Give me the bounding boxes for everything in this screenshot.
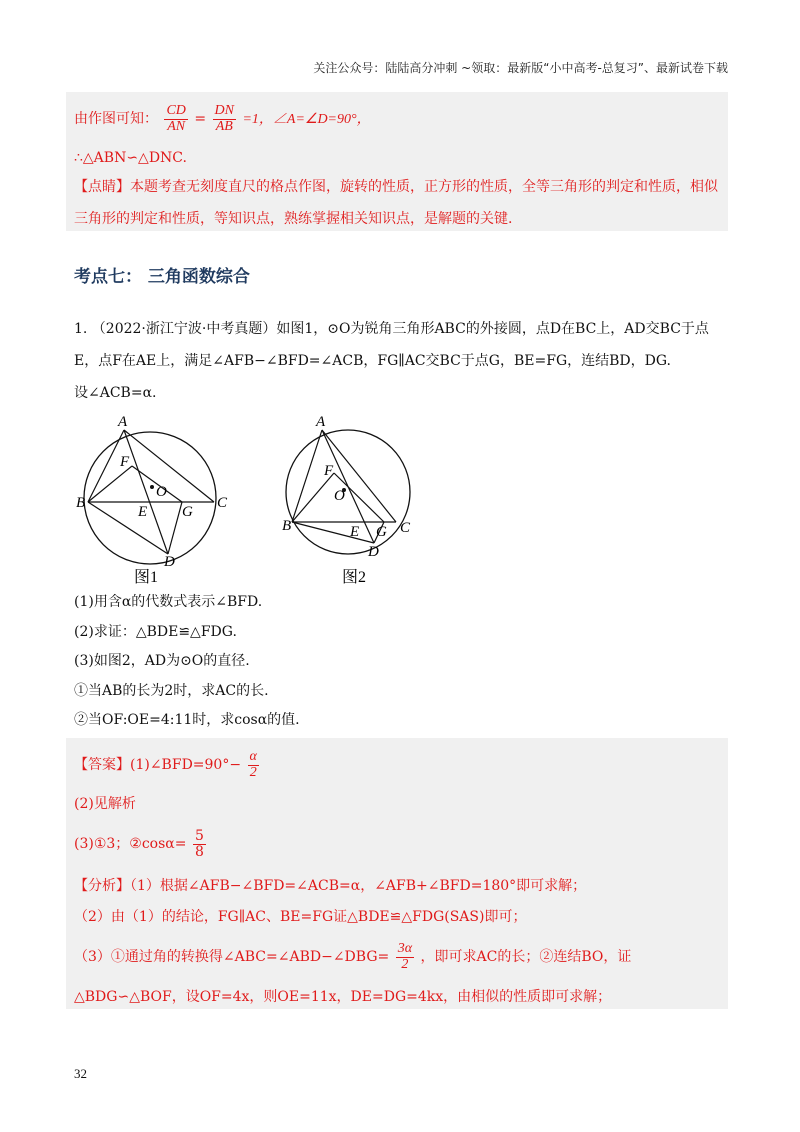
figure-2-caption: 图2 [342, 569, 367, 585]
analysis-line-4: △BDG∽△BOF，设OF=4x，则OE=11x，DE=DG=4kx，由相似的性质即可求解； [74, 989, 612, 1005]
figure-1 [74, 410, 254, 585]
conclusion-text: ∴△ABN∽△DNC. [74, 150, 187, 166]
problem-line-2: E，点F在AE上，满足∠AFB−∠BFD=∠ACB，FG∥AC交BC于点G，BE=FG，连结BD，DG. [74, 353, 672, 369]
answer-line-3: (3)①3；②cosα= $\frac{5}{8}$ [74, 828, 204, 860]
fraction-dn-ab: $\frac{DN}{AB}$ [214, 103, 234, 134]
fig1-point-label: O [156, 484, 167, 500]
question-3b: ②当OF:OE=4:11时，求cosα的值. [74, 712, 300, 728]
fig2-point-label: F [324, 463, 334, 479]
figure-1-caption: 图1 [134, 569, 159, 585]
fig2-point-label: A [316, 414, 326, 430]
fig2-point-label: B [282, 518, 292, 534]
solution-line-2 [74, 151, 187, 165]
fraction-cd-an: $\frac{CD}{AN}$ [166, 103, 186, 134]
comment-line-1: 【点睛】本题考查无刻度直尺的格点作图，旋转的性质，正方形的性质，全等三角形的判定和性质，相似 [74, 179, 718, 195]
fraction-alpha-2: $\frac{\alpha}{2}$ [249, 749, 257, 780]
solution-prefix: 由作图可知： [74, 111, 158, 128]
fraction-3alpha-2: $\frac{3\alpha}{2}$ [397, 941, 413, 972]
fig2-point-label: O [334, 488, 345, 504]
comment-label: 【点睛】 [74, 179, 130, 195]
answer-line-2: (2)见解析 [74, 796, 136, 812]
analysis-label: 【分析】 [74, 878, 130, 894]
fig1-point-label: G [182, 504, 193, 520]
fig2-point-label: C [400, 520, 411, 536]
problem-line-3: 设∠ACB=α. [74, 385, 157, 401]
circle-o [286, 430, 410, 554]
question-2: (2)求证：△BDE≌△FDG. [74, 624, 237, 640]
fig1-point-label: F [120, 454, 130, 470]
page-header: 关注公众号：陆陆高分冲刺 ~领取：最新版“小中高考-总复习”、最新试卷下载 [313, 61, 728, 75]
fraction-5-8: $\frac{5}{8}$ [194, 828, 204, 860]
circle-o [84, 432, 216, 564]
section-title: 考点七： 三角函数综合 [74, 267, 250, 287]
page-number: 32 [74, 1066, 87, 1081]
fig1-point-label: D [164, 554, 175, 570]
analysis-line-3: （3）①通过角的转换得∠ABC=∠ABD−∠DBG= $\frac{3\alpha}{2}$ ，即可求AC的长；②连结BO，证 [74, 941, 632, 972]
fig1-point-label: E [138, 504, 148, 520]
analysis-line-1: 【分析】（1）根据∠AFB−∠BFD=∠ACB=α，∠AFB+∠BFD=180°即可求解； [74, 878, 587, 894]
fig1-point-label: C [217, 495, 228, 511]
question-3: (3)如图2，AD为⊙O的直径. [74, 653, 250, 669]
fig1-point-label: A [118, 414, 128, 430]
problem-line-1: 1. （2022·浙江宁波·中考真题）如图1，⊙O为锐角三角形ABC的外接圆，点D在BC上，AD交BC于点 [74, 321, 709, 337]
fig2-point-label: E [350, 524, 360, 540]
question-1: (1)用含α的代数式表示∠BFD. [74, 594, 263, 610]
question-3a: ①当AB的长为2时，求AC的长. [74, 683, 269, 699]
fig2-point-label: D [368, 544, 379, 560]
answer-label: 【答案】 [74, 757, 130, 774]
fig2-point-label: G [376, 524, 387, 540]
solution-line-1: 由作图可知： $\frac{CD}{AN}$ = $\frac{DN}{AB}$ =1，∠A=∠D=90°， [74, 103, 371, 134]
answer-line-1: 【答案】(1)∠BFD=90°− $\frac{\alpha}{2}$ [74, 749, 257, 780]
figure-2 [278, 410, 428, 585]
comment-line-2: 三角形的判定和性质，等知识点，熟练掌握相关知识点，是解题的关键. [74, 211, 513, 227]
solution-rest: =1，∠A=∠D=90°， [242, 112, 371, 128]
fig1-point-label: B [76, 495, 86, 511]
analysis-line-2: （2）由（1）的结论，FG∥AC、BE=FG证△BDE≌△FDG(SAS)即可； [74, 909, 527, 925]
